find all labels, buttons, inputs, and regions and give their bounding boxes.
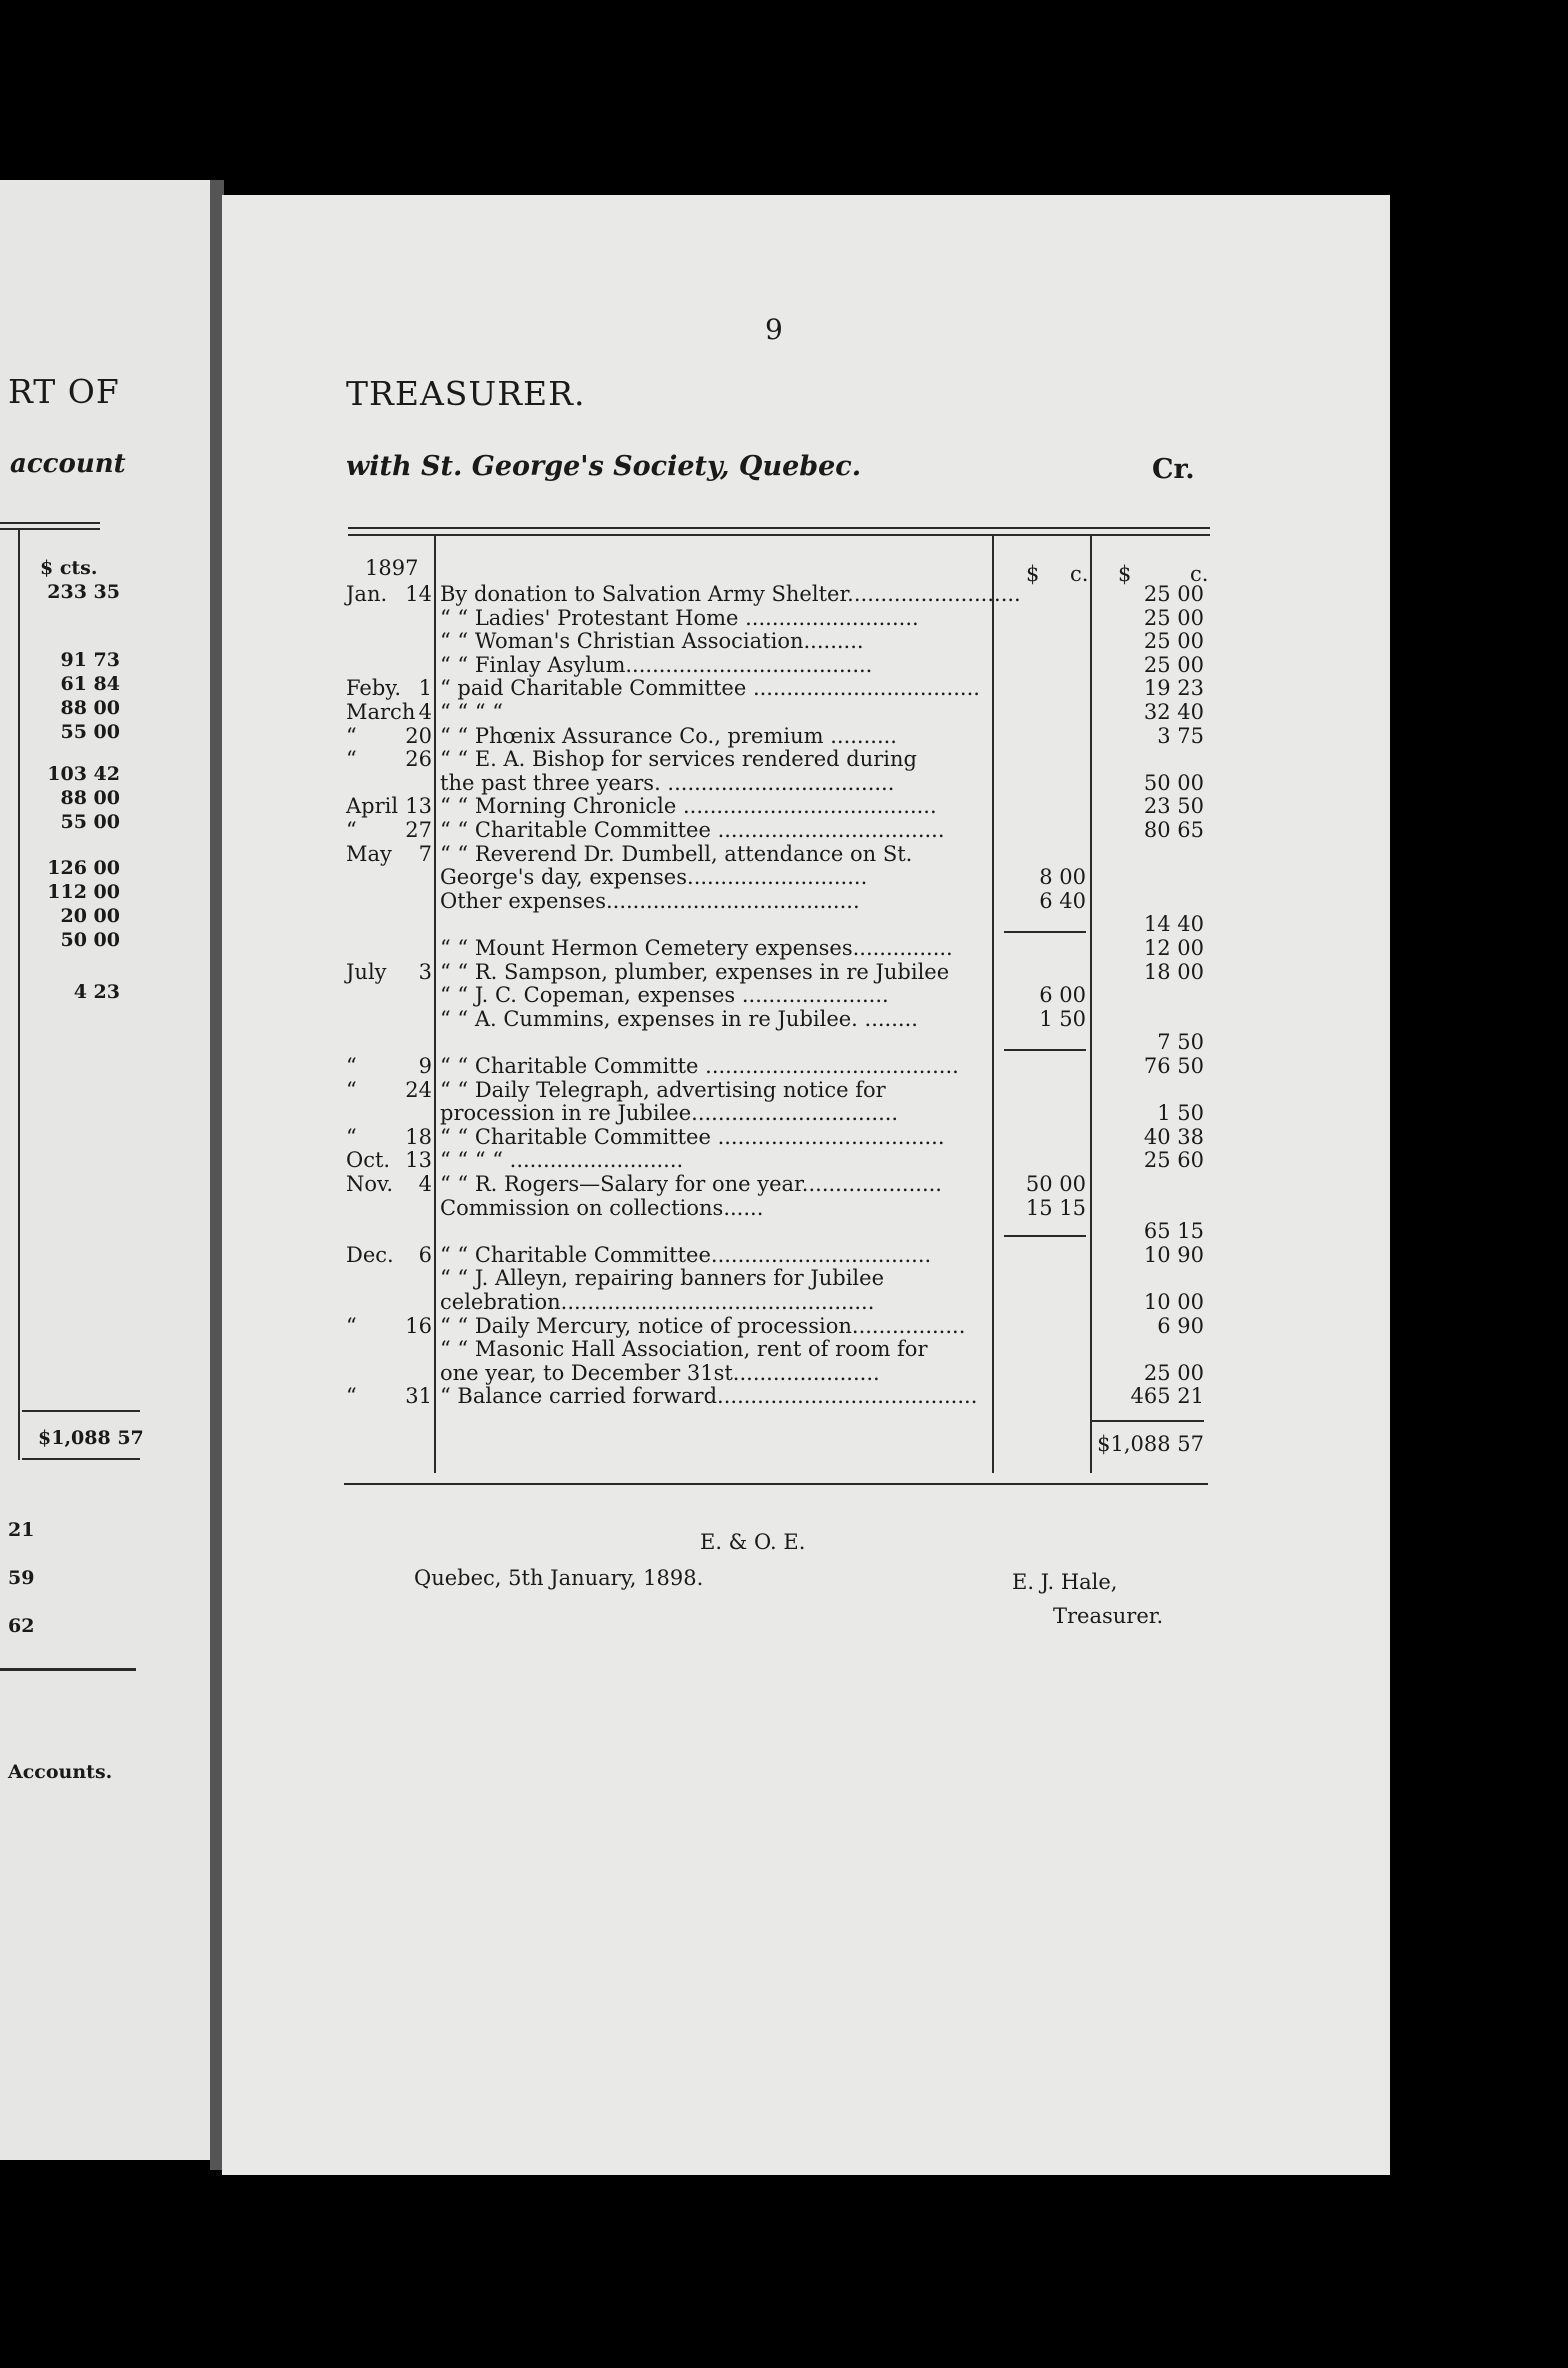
cr-label: Cr. xyxy=(1152,454,1195,485)
grand-total: $1,088 57 xyxy=(1097,1432,1204,1456)
row-amount: 6 90 xyxy=(1157,1314,1204,1338)
row-amount: 25 00 xyxy=(1143,653,1204,677)
left-amount: 20 00 xyxy=(60,905,120,927)
left-amount: 91 73 xyxy=(60,649,120,671)
subtotal-rule xyxy=(1004,1235,1086,1237)
row-amount: 76 50 xyxy=(1143,1054,1204,1078)
row-description: “ “ J. C. Copeman, expenses ...................... xyxy=(440,983,889,1007)
row-description: the past three years. .................................. xyxy=(440,771,895,795)
left-amount: 88 00 xyxy=(60,697,120,719)
row-amount: 19 23 xyxy=(1143,676,1204,700)
errors-omissions: E. & O. E. xyxy=(700,1530,806,1554)
row-amount: 25 00 xyxy=(1143,606,1204,630)
page-number: 9 xyxy=(765,313,783,346)
row-description: Commission on collections...... xyxy=(440,1196,764,1220)
left-subheading: account xyxy=(10,449,126,479)
row-amount: 25 60 xyxy=(1143,1148,1204,1172)
left-amount: 88 00 xyxy=(60,787,120,809)
row-month: “ xyxy=(346,818,357,842)
row-day: 24 xyxy=(405,1078,432,1102)
row-amount: 18 00 xyxy=(1143,960,1204,984)
row-day: 7 xyxy=(418,842,432,866)
signer-title: Treasurer. xyxy=(1053,1604,1164,1628)
left-amount: 126 00 xyxy=(47,857,120,879)
row-description: “ “ Morning Chronicle ...................................... xyxy=(440,794,937,818)
row-amount: 3 75 xyxy=(1157,724,1204,748)
dollar-header-2: $ xyxy=(1118,562,1132,586)
signer-name: E. J. Hale, xyxy=(1012,1570,1118,1594)
row-inner-amount: 8 00 xyxy=(1039,865,1086,889)
place-date: Quebec, 5th January, 1898. xyxy=(414,1566,704,1590)
row-day: 13 xyxy=(405,1148,432,1172)
row-day: 1 xyxy=(418,676,432,700)
row-month: “ xyxy=(346,1314,357,1338)
row-description: one year, to December 31st...................... xyxy=(440,1361,880,1385)
row-description: “ “ Charitable Committee .................................. xyxy=(440,818,945,842)
row-inner-amount: 6 40 xyxy=(1039,889,1086,913)
row-amount: 12 00 xyxy=(1143,936,1204,960)
left-total: $1,088 57 xyxy=(38,1427,144,1449)
row-month: Dec. xyxy=(346,1243,394,1267)
row-amount: 25 00 xyxy=(1143,629,1204,653)
row-day: 6 xyxy=(418,1243,432,1267)
row-amount: 10 00 xyxy=(1143,1290,1204,1314)
row-month: Jan. xyxy=(346,582,388,606)
row-description: “ “ Charitable Committee .................................. xyxy=(440,1125,945,1149)
row-day: 9 xyxy=(418,1054,432,1078)
left-lower-1: 21 xyxy=(8,1519,35,1541)
subtotal-rule xyxy=(1004,1049,1086,1051)
row-month: March xyxy=(346,700,416,724)
row-description: “ Balance carried forward....................................... xyxy=(440,1384,978,1408)
row-day: 31 xyxy=(405,1384,432,1408)
row-description: “ “ Masonic Hall Association, rent of room for xyxy=(440,1337,928,1361)
row-description: “ “ “ “ xyxy=(440,700,503,724)
row-amount: 465 21 xyxy=(1130,1384,1204,1408)
row-description: “ “ Daily Mercury, notice of procession................. xyxy=(440,1314,966,1338)
row-day: 26 xyxy=(405,747,432,771)
row-amount: 7 50 xyxy=(1157,1030,1204,1054)
row-month: Feby. xyxy=(346,676,402,700)
row-amount: 1 50 xyxy=(1157,1101,1204,1125)
row-month: “ xyxy=(346,1384,357,1408)
left-heading: RT OF xyxy=(8,372,120,411)
row-day: 27 xyxy=(405,818,432,842)
row-description: celebration............................................... xyxy=(440,1290,875,1314)
row-amount: 25 00 xyxy=(1143,582,1204,606)
row-month: Nov. xyxy=(346,1172,394,1196)
left-footer: Accounts. xyxy=(8,1761,113,1783)
row-description: “ paid Charitable Committee .................................. xyxy=(440,676,980,700)
row-inner-amount: 50 00 xyxy=(1025,1172,1086,1196)
row-month: “ xyxy=(346,1078,357,1102)
row-description: George's day, expenses........................... xyxy=(440,865,868,889)
row-description: “ “ Charitable Committee................................. xyxy=(440,1243,932,1267)
cents-header-1: c. xyxy=(1070,562,1089,586)
row-month: May xyxy=(346,842,392,866)
left-amount: 50 00 xyxy=(60,929,120,951)
row-inner-amount: 6 00 xyxy=(1039,983,1086,1007)
row-description: “ “ E. A. Bishop for services rendered during xyxy=(440,747,917,771)
left-lower-2: 59 xyxy=(8,1567,35,1589)
left-amount: 55 00 xyxy=(60,811,120,833)
left-col-header: $ cts. xyxy=(40,557,98,579)
row-description: “ “ Woman's Christian Association......... xyxy=(440,629,864,653)
row-day: 3 xyxy=(418,960,432,984)
row-amount: 10 90 xyxy=(1143,1243,1204,1267)
row-day: 20 xyxy=(405,724,432,748)
row-description: “ “ Reverend Dr. Dumbell, attendance on St. xyxy=(440,842,913,866)
row-day: 4 xyxy=(418,700,432,724)
row-amount: 14 40 xyxy=(1143,912,1204,936)
left-amount: 112 00 xyxy=(47,881,120,903)
row-month: Oct. xyxy=(346,1148,391,1172)
row-amount: 40 38 xyxy=(1143,1125,1204,1149)
row-description: “ “ Mount Hermon Cemetery expenses............... xyxy=(440,936,953,960)
row-description: “ “ “ “ .......................... xyxy=(440,1148,684,1172)
row-amount: 50 00 xyxy=(1143,771,1204,795)
row-day: 18 xyxy=(405,1125,432,1149)
row-inner-amount: 1 50 xyxy=(1039,1007,1086,1031)
left-amount: 103 42 xyxy=(47,763,120,785)
page-subtitle: with St. George's Society, Quebec. xyxy=(346,451,862,482)
left-amount: 4 23 xyxy=(73,981,120,1003)
row-description: “ “ Finlay Asylum..................................... xyxy=(440,653,873,677)
row-inner-amount: 15 15 xyxy=(1025,1196,1086,1220)
dollar-header-1: $ xyxy=(1026,562,1040,586)
left-amount: 61 84 xyxy=(60,673,120,695)
row-description: Other expenses...................................... xyxy=(440,889,860,913)
row-description: “ “ Ladies' Protestant Home .......................... xyxy=(440,606,919,630)
row-description: “ “ Charitable Committe ...................................... xyxy=(440,1054,959,1078)
row-month: July xyxy=(346,960,387,984)
row-month: “ xyxy=(346,1125,357,1149)
page-title: TREASURER. xyxy=(346,374,586,413)
row-day: 14 xyxy=(405,582,432,606)
row-day: 13 xyxy=(405,794,432,818)
row-description: procession in re Jubilee............................... xyxy=(440,1101,899,1125)
row-description: “ “ R. Sampson, plumber, expenses in re Jubilee xyxy=(440,960,950,984)
row-day: 4 xyxy=(418,1172,432,1196)
row-amount: 65 15 xyxy=(1143,1219,1204,1243)
row-description: By donation to Salvation Army Shelter.......................... xyxy=(440,582,1021,606)
row-amount: 25 00 xyxy=(1143,1361,1204,1385)
left-amount: 233 35 xyxy=(47,581,120,603)
row-day: 16 xyxy=(405,1314,432,1338)
row-month: April xyxy=(346,794,399,818)
cents-header-2: c. xyxy=(1190,562,1209,586)
row-amount: 23 50 xyxy=(1143,794,1204,818)
row-description: “ “ Phœnix Assurance Co., premium .......... xyxy=(440,724,897,748)
left-amount: 55 00 xyxy=(60,721,120,743)
row-description: “ “ A. Cummins, expenses in re Jubilee. ........ xyxy=(440,1007,918,1031)
year-header: 1897 xyxy=(365,556,419,580)
subtotal-rule xyxy=(1004,931,1086,933)
row-description: “ “ R. Rogers—Salary for one year..................... xyxy=(440,1172,942,1196)
row-month: “ xyxy=(346,724,357,748)
row-amount: 32 40 xyxy=(1143,700,1204,724)
row-month: “ xyxy=(346,1054,357,1078)
row-month: “ xyxy=(346,747,357,771)
row-description: “ “ J. Alleyn, repairing banners for Jubilee xyxy=(440,1266,885,1290)
row-amount: 80 65 xyxy=(1143,818,1204,842)
left-lower-3: 62 xyxy=(8,1615,35,1637)
row-description: “ “ Daily Telegraph, advertising notice for xyxy=(440,1078,886,1102)
